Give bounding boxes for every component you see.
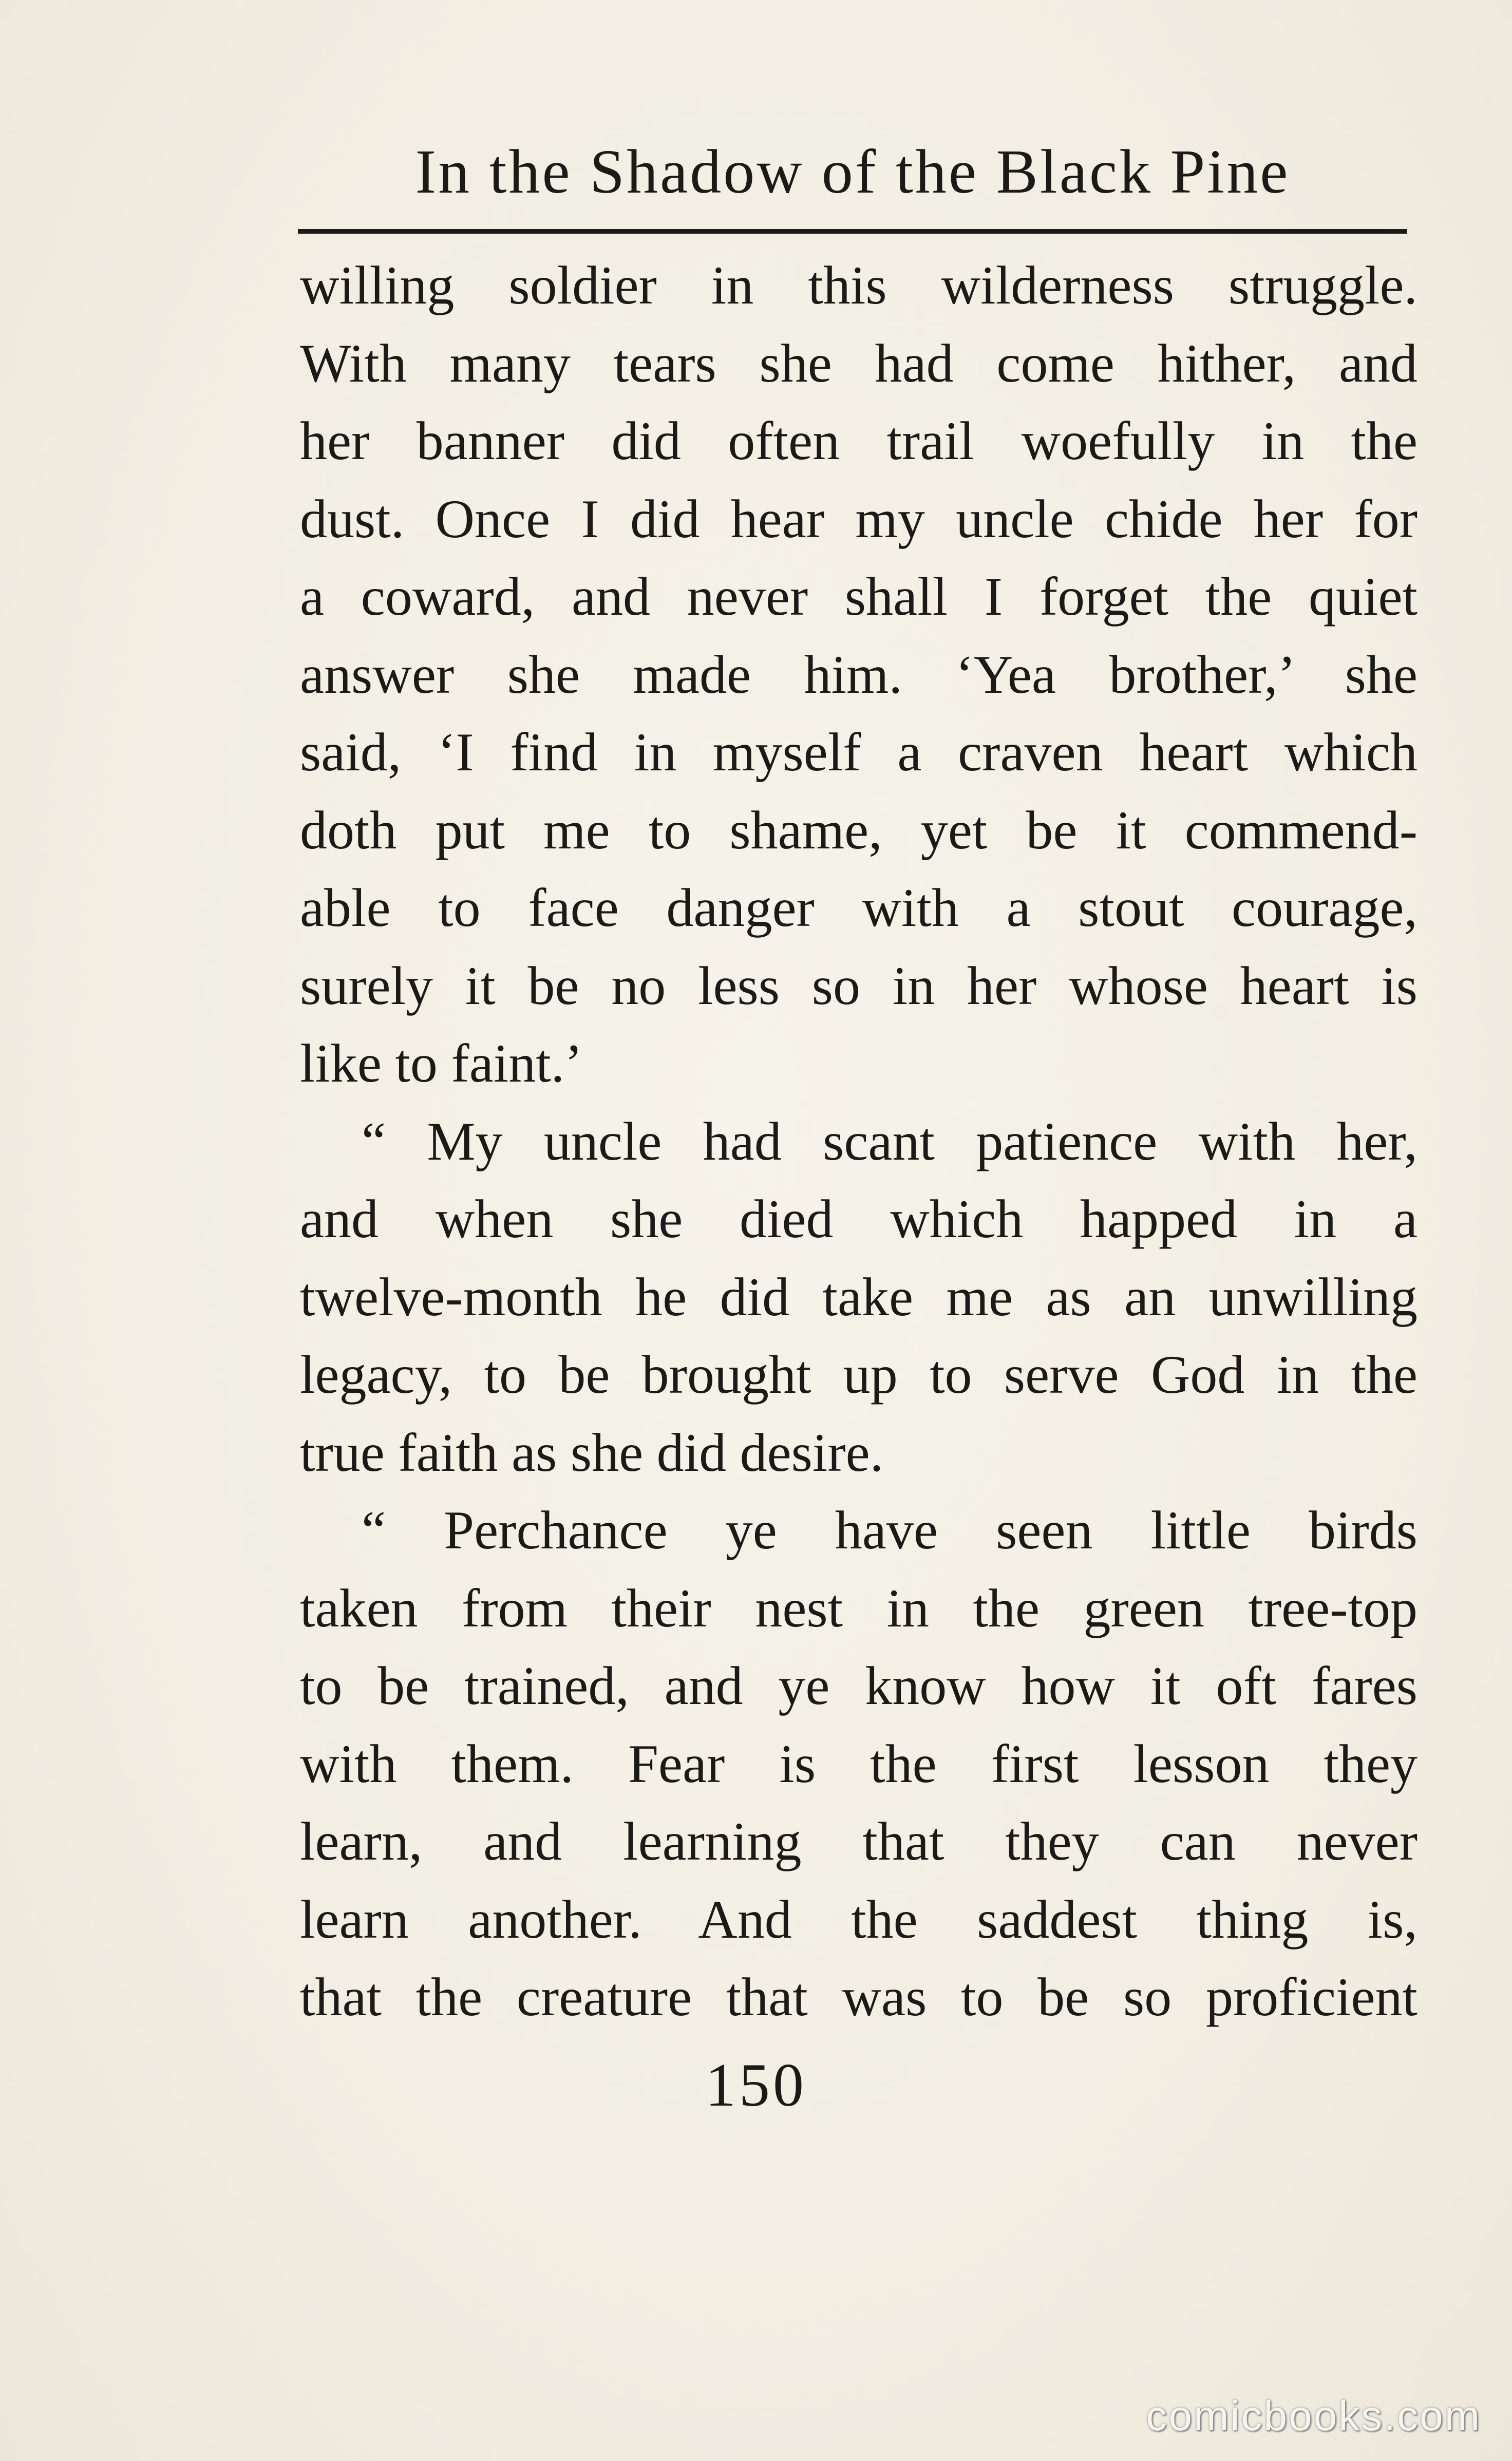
text-line: like to faint.’: [300, 1033, 583, 1093]
text-line: With many tears she had come hither, and: [300, 333, 1418, 393]
text-line: said, ‘I find in myself a craven heart which: [300, 722, 1418, 782]
running-head: [303, 128, 1402, 221]
text-line: dust. Once I did hear my uncle chide her for: [300, 488, 1418, 549]
text-line: a coward, and never shall I forget the quiet: [300, 566, 1418, 627]
text-line: legacy, to be brought up to serve God in the: [300, 1345, 1418, 1405]
running-head-title: In the Shadow of the Black Pine: [415, 137, 1290, 206]
text-line: to be trained, and ye know how it oft fares: [300, 1656, 1418, 1716]
text-line: and when she died which happed in a: [300, 1189, 1418, 1249]
text-line: that the creature that was to be so proficient: [300, 1967, 1418, 2027]
text-line: with them. Fear is the first lesson they: [300, 1733, 1418, 1794]
watermark-text: comicbooks.com: [1146, 2393, 1481, 2439]
text-line: learn another. And the saddest thing is,: [300, 1889, 1418, 1949]
text-line: learn, and learning that they can never: [300, 1811, 1418, 1871]
text-line: able to face danger with a stout courage,: [300, 878, 1418, 938]
text-line: answer she made him. ‘Yea brother,’ she: [300, 644, 1418, 705]
text-line: true faith as she did desire.: [300, 1422, 884, 1483]
text-line: doth put me to shame, yet be it commend-: [300, 800, 1418, 860]
text-line: “ My uncle had scant patience with her,: [362, 1111, 1418, 1171]
text-line: twelve-month he did take me as an unwilling: [300, 1266, 1418, 1327]
text-line: surely it be no less so in her whose heart is: [300, 955, 1418, 1016]
text-line: taken from their nest in the green tree-top: [300, 1578, 1418, 1638]
text-line: “ Perchance ye have seen little birds: [362, 1500, 1418, 1560]
body-text: [300, 247, 1418, 2036]
text-line: her banner did often trail woefully in the: [300, 411, 1418, 471]
page-number: 150: [705, 2051, 807, 2119]
text-line: willing soldier in this wilderness struggle.: [300, 255, 1418, 315]
header-rule: [298, 229, 1407, 234]
